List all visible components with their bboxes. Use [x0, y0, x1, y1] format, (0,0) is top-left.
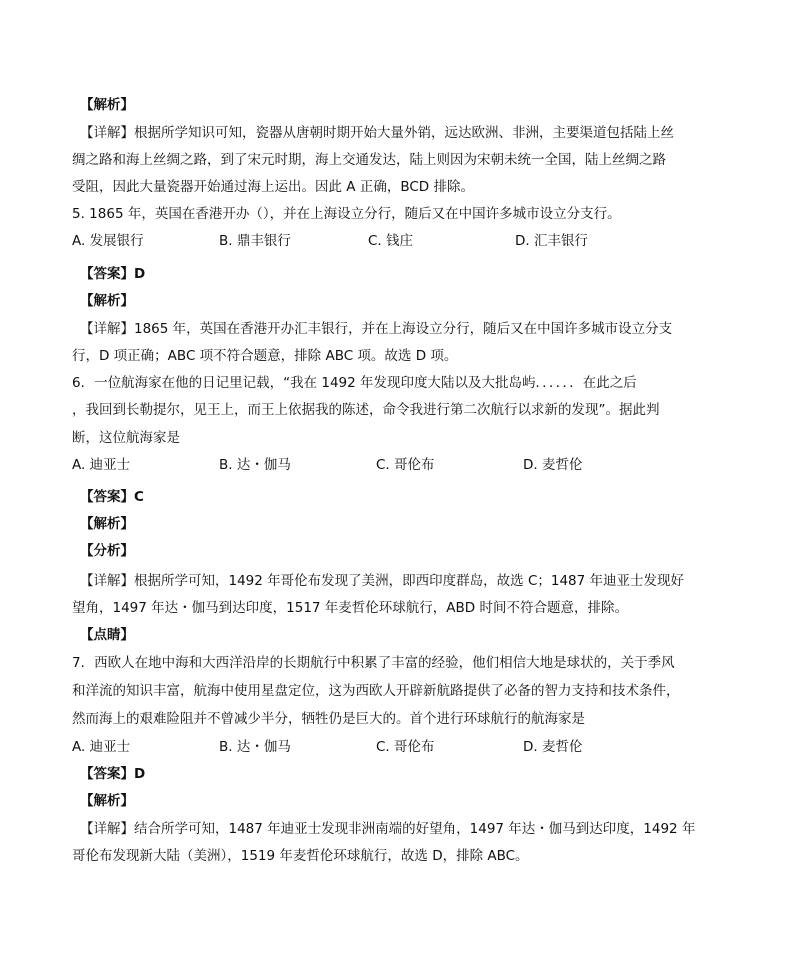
q5-option-a: A. 发展银行	[72, 233, 144, 249]
answer-label: 【答案】D	[80, 766, 146, 782]
q7-option-b: B. 达・伽马	[219, 739, 291, 755]
q6-option-d: D. 麦哲伦	[523, 457, 583, 473]
analysis-label: 【解析】	[80, 97, 134, 113]
question-7: 和洋流的知识丰富，航海中使用星盘定位，这为西欧人开辟新航路提供了必备的智力支持和技术条件，	[72, 683, 680, 699]
answer-label: 【答案】C	[80, 489, 144, 505]
question-6: 6．一位航海家在他的日记里记载，“我在 1492 年发现印度大陆以及大批岛屿．．．．．．在此之后	[72, 375, 637, 391]
answer-label: 【答案】D	[80, 266, 146, 282]
q7-option-d: D. 麦哲伦	[523, 739, 583, 755]
detail-text: 受阻，因此大量瓷器开始通过海上运出。因此 A 正确，BCD 排除。	[72, 179, 474, 195]
q5-option-c: C. 钱庄	[368, 233, 414, 249]
detail-text: 【详解】根据所学知识可知，瓷器从唐朝时期开始大量外销，远达欧洲、非洲，主要渠道包括陆上丝	[80, 125, 674, 141]
comment-label: 【点睛】	[80, 627, 134, 643]
q5-option-b: B. 鼎丰银行	[219, 233, 291, 249]
analysis-label: 【解析】	[80, 293, 134, 309]
q7-option-c: C. 哥伦布	[376, 739, 435, 755]
question-6: 断，这位航海家是	[72, 430, 180, 446]
analysis-label: 【解析】	[80, 516, 134, 532]
detail-text: 绸之路和海上丝绸之路，到了宋元时期，海上交通发达，陆上则因为宋朝未统一全国，陆上丝绸之路	[72, 152, 666, 168]
detail-text: 【详解】结合所学可知，1487 年迪亚士发现非洲南端的好望角，1497 年达・伽马到达印度，1492 年	[80, 821, 696, 837]
q7-option-a: A. 迪亚士	[72, 739, 131, 755]
q6-option-a: A. 迪亚士	[72, 457, 131, 473]
q5-option-d: D. 汇丰银行	[515, 233, 588, 249]
q6-option-b: B. 达・伽马	[219, 457, 291, 473]
question-6: ，我回到长勒提尔，见王上，而王上依据我的陈述，命令我进行第二次航行以求新的发现”。据此判	[72, 402, 660, 418]
detail-text: 【详解】1865 年，英国在香港开办汇丰银行，并在上海设立分行，随后又在中国许多城市设立分支	[80, 321, 673, 337]
question-7: 然而海上的艰难险阻并不曾减少半分，牺牲仍是巨大的。首个进行环球航行的航海家是	[72, 711, 585, 727]
detail-text: 【详解】根据所学可知，1492 年哥伦布发现了美洲，即西印度群岛，故选 C；1487 年迪亚士发现好	[80, 573, 685, 589]
detail-text: 哥伦布发现新大陆（美洲），1519 年麦哲伦环球航行，故选 D，排除 ABC。	[72, 848, 529, 864]
analysis-sub-label: 【分析】	[80, 543, 134, 559]
q6-option-c: C. 哥伦布	[376, 457, 435, 473]
question-5: 5. 1865 年，英国在香港开办（），并在上海设立分行，随后又在中国许多城市设立分支行。	[72, 206, 621, 222]
detail-text: 望角，1497 年达・伽马到达印度，1517 年麦哲伦环球航行，ABD 时间不符合题意，排除。	[72, 600, 628, 616]
question-7: 7．西欧人在地中海和大西洋沿岸的长期航行中积累了丰富的经验，他们相信大地是球状的，关于季风	[72, 655, 675, 671]
analysis-label: 【解析】	[80, 793, 134, 809]
detail-text: 行，D 项正确；ABC 项不符合题意，排除 ABC 项。故选 D 项。	[72, 348, 458, 364]
